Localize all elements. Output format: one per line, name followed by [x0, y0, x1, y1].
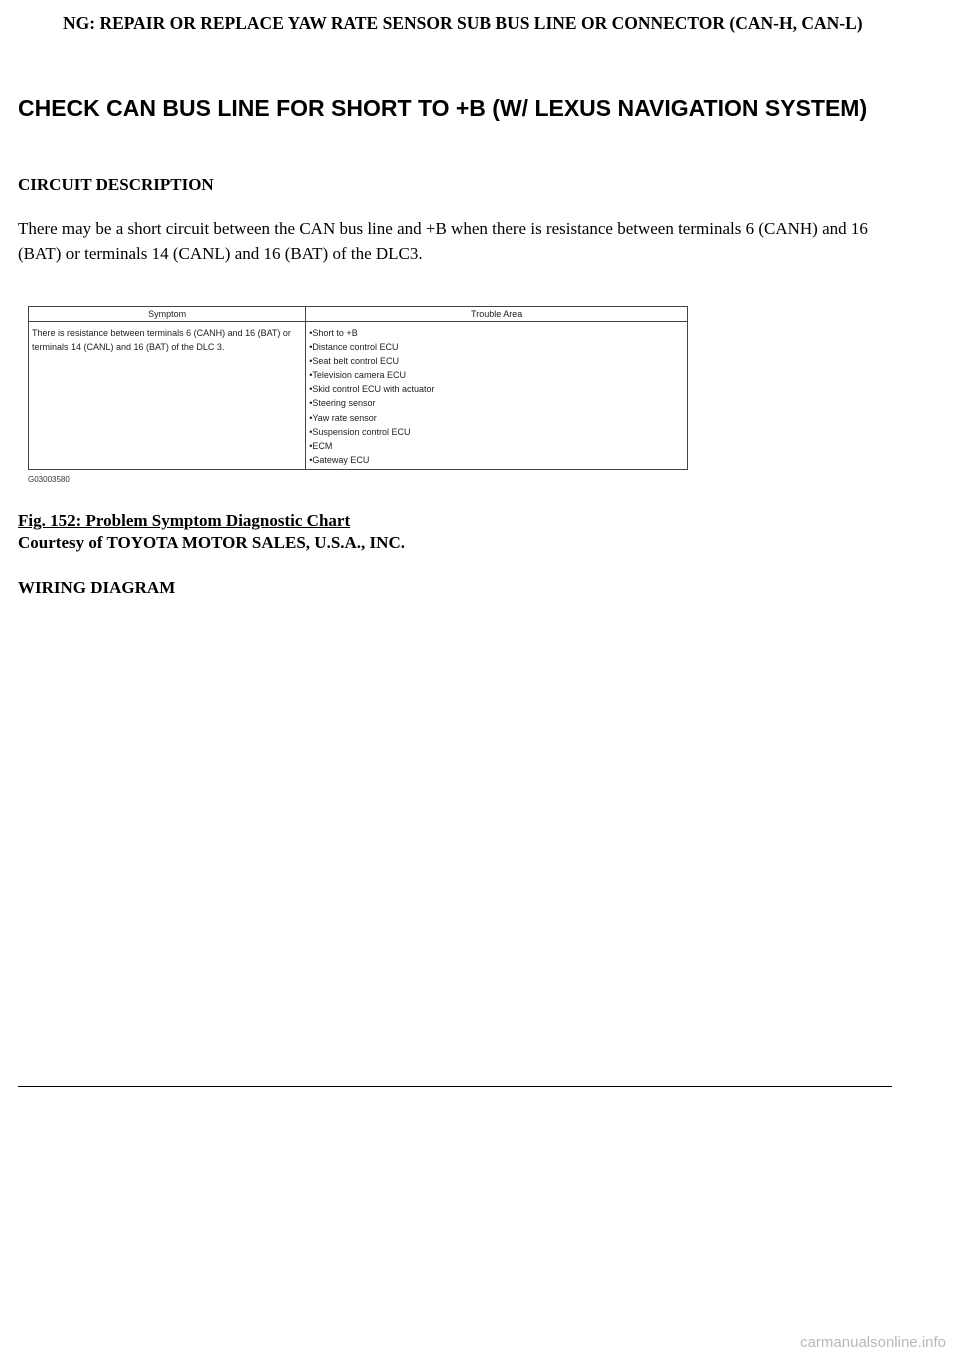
symptom-table: [28, 306, 688, 470]
list-item: •Steering sensor: [309, 398, 376, 409]
list-item: •Distance control ECU: [309, 342, 399, 353]
list-item: •ECM: [309, 440, 333, 451]
column-header-trouble-area: Trouble Area: [306, 307, 688, 322]
figure-courtesy: Courtesy of TOYOTA MOTOR SALES, U.S.A., INC.: [18, 533, 405, 552]
list-item: •Yaw rate sensor: [309, 412, 377, 423]
figure-caption: Fig. 152: Problem Symptom Diagnostic Chart: [18, 511, 351, 530]
trouble-area-cell: [306, 322, 688, 470]
circuit-description-text: There may be a short circuit between the CAN bus line and +B when there is resistance between terminals 6 (CANH) and 16 (BAT) or terminals 14 (CANL) and 16 (BAT) of the DLC3.: [18, 219, 868, 263]
column-header-symptom: Symptom: [29, 307, 306, 322]
wiring-diagram-heading: WIRING DIAGRAM: [18, 578, 176, 597]
watermark: carmanualsonline.info: [800, 1334, 946, 1351]
list-item: •Suspension control ECU: [309, 426, 411, 437]
ng-step-heading: NG: REPAIR OR REPLACE YAW RATE SENSOR SUB BUS LINE OR CONNECTOR (CAN-H, CAN-L): [63, 13, 863, 33]
table-row: [29, 322, 688, 470]
section-title: CHECK CAN BUS LINE FOR SHORT TO +B (W/ LEXUS NAVIGATION SYSTEM): [18, 95, 868, 121]
list-item: •Short to +B: [309, 328, 358, 338]
table-header-row: [29, 307, 688, 322]
circuit-description-heading: CIRCUIT DESCRIPTION: [18, 175, 214, 194]
list-item: •Gateway ECU: [309, 454, 370, 465]
list-item: •Skid control ECU with actuator: [309, 384, 435, 395]
page-divider: [18, 1086, 892, 1087]
list-item: •Television camera ECU: [309, 370, 406, 381]
symptom-cell: There is resistance between terminals 6 (CANH) and 16 (BAT) or terminals 14 (CANL) and 16 (BAT) of the DLC 3.: [29, 322, 306, 470]
trouble-area-list: [309, 326, 684, 467]
symptom-figure: [28, 306, 688, 484]
list-item: •Seat belt control ECU: [309, 356, 399, 367]
figure-code: G03003580: [28, 475, 70, 484]
